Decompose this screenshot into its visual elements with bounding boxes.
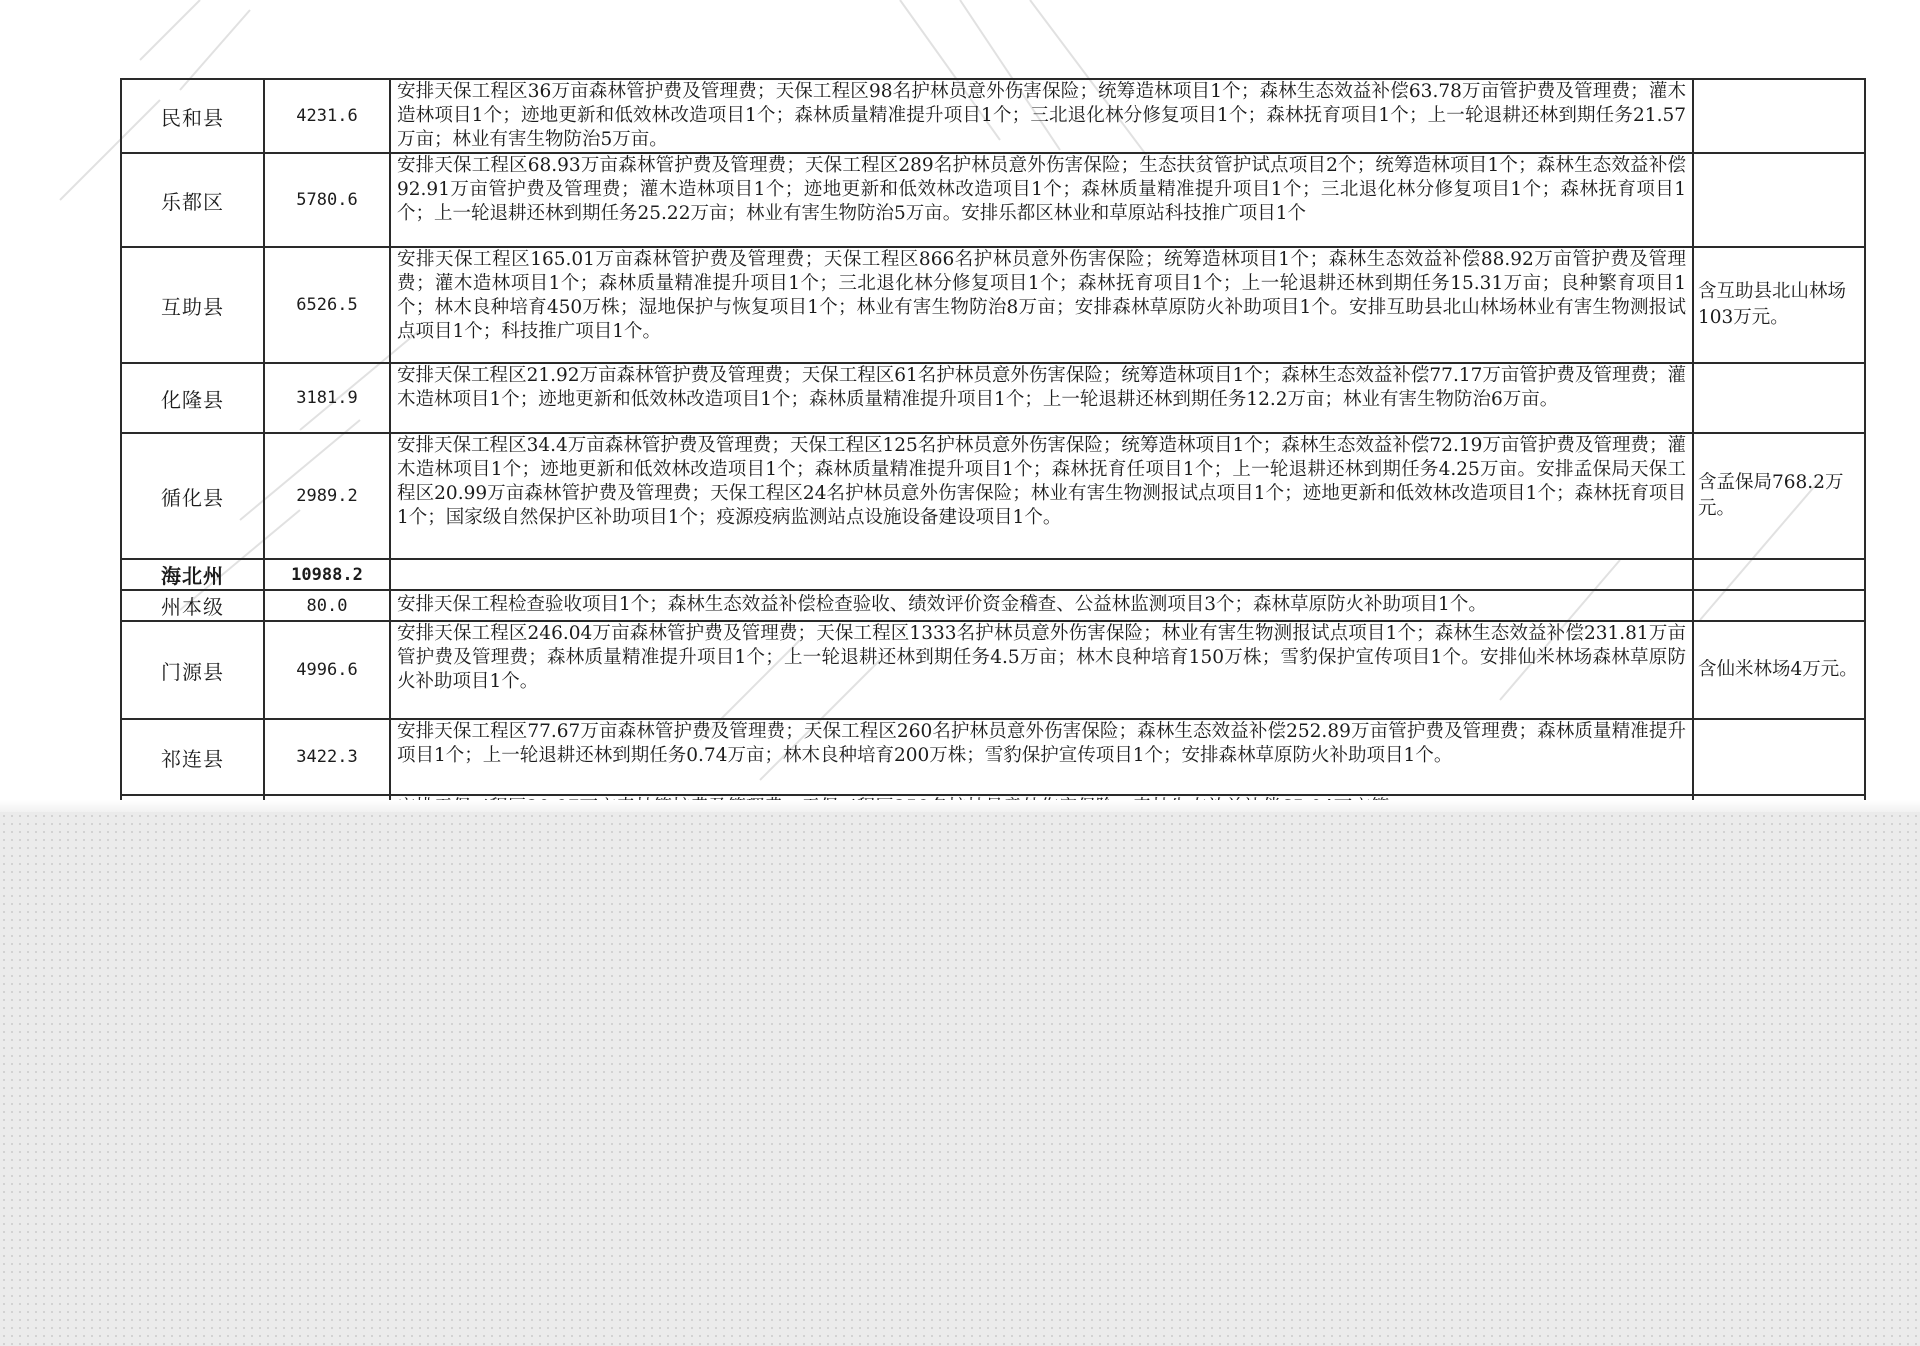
project-description-text: 安排天保工程区165.01万亩森林管护费及管理费；天保工程区866名护林员意外伤害保险；统筹造林项目1个；森林生态效益补偿88.92万亩管护费及管理费；灌木造林项目1个；森林质量精准提升项目1个；三北退化林分修复项目1个；森林抚育项目1个；上一轮退耕还林到期任务15.31万亩；良种繁育项目1个；林木良种培育450万株；湿地保护与恢复项目1个；林业有害生物防治8万亩；安排森林草原防火补助项目1个。安排互助县北山林场林业有害生物测报试点项目1个；科技推广项目1个。 — [397, 249, 1686, 342]
table-row — [121, 621, 1865, 719]
county-name: 祁连县 — [121, 719, 264, 795]
remark: 含仙米林场4万元。 — [1693, 621, 1865, 719]
project-description — [390, 621, 1693, 719]
table-row — [121, 363, 1865, 433]
prefecture-name: 海北州 — [121, 559, 264, 590]
remark — [1693, 363, 1865, 433]
table-row — [121, 719, 1865, 795]
project-description-text: 安排天保工程检查验收项目1个；森林生态效益补偿检查验收、绩效评价资金稽查、公益林监测项目3个；森林草原防火补助项目1个。 — [397, 593, 1487, 615]
project-description-text: 安排天保工程区36万亩森林管护费及管理费；天保工程区98名护林员意外伤害保险；统筹造林项目1个；森林生态效益补偿63.78万亩管护费及管理费；灌木造林项目1个；迹地更新和低效林改造项目1个；森林质量精准提升项目1个；三北退化林分修复项目1个；森林抚育项目1个；上一轮退耕还林到期任务21.57万亩；林业有害生物防治5万亩。 — [397, 81, 1686, 150]
viewer-background — [0, 812, 1920, 1346]
amount-value: 3422.3 — [264, 719, 390, 795]
county-name: 民和县 — [121, 79, 264, 153]
project-description — [390, 153, 1693, 247]
remark: 含孟保局768.2万元。 — [1693, 433, 1865, 559]
page-edge — [0, 800, 1920, 812]
project-description — [390, 590, 1693, 621]
project-description-text: 安排天保工程区77.67万亩森林管护费及管理费；天保工程区260名护林员意外伤害保险；森林生态效益补偿252.89万亩管护费及管理费；森林质量精准提升项目1个；上一轮退耕还林到期任务0.74万亩；林木良种培育200万株；雪豹保护宣传项目1个；安排森林草原防火补助项目1个。 — [397, 721, 1686, 766]
amount-value: 4996.6 — [264, 621, 390, 719]
project-description — [390, 363, 1693, 433]
remark — [1693, 590, 1865, 621]
project-description-text: 安排天保工程区34.4万亩森林管护费及管理费；天保工程区125名护林员意外伤害保险；统筹造林项目1个；森林生态效益补偿72.19万亩管护费及管理费；灌木造林项目1个；迹地更新和低效林改造项目1个；森林质量精准提升项目1个；森林抚育任项目1个；上一轮退耕还林到期任务4.25万亩。安排孟保局天保工程区20.99万亩森林管护费及管理费；天保工程区24名护林员意外伤害保险；林业有害生物测报试点项目1个；迹地更新和低效林改造项目1个；森林抚育项目1个；国家级自然保护区补助项目1个；疫源疫病监测站点设施设备建设项目1个。 — [397, 435, 1686, 528]
prefecture-amount: 10988.2 — [264, 559, 390, 590]
project-description — [390, 559, 1693, 590]
amount-value: 3181.9 — [264, 363, 390, 433]
amount-value: 80.0 — [264, 590, 390, 621]
county-name: 门源县 — [121, 621, 264, 719]
county-name: 化隆县 — [121, 363, 264, 433]
table-row — [121, 79, 1865, 153]
table-row — [121, 247, 1865, 363]
county-name: 互助县 — [121, 247, 264, 363]
amount-value: 2989.2 — [264, 433, 390, 559]
table-row — [121, 590, 1865, 621]
remark: 含互助县北山林场103万元。 — [1693, 247, 1865, 363]
county-name: 循化县 — [121, 433, 264, 559]
remark — [1693, 719, 1865, 795]
project-description — [390, 247, 1693, 363]
amount-value: 5780.6 — [264, 153, 390, 247]
amount-value: 4231.6 — [264, 79, 390, 153]
project-description-text: 安排天保工程区21.92万亩森林管护费及管理费；天保工程区61名护林员意外伤害保险；统筹造林项目1个；森林生态效益补偿77.17万亩管护费及管理费；灌木造林项目1个；迹地更新和低效林改造项目1个；森林质量精准提升项目1个；上一轮退耕还林到期任务12.2万亩；林业有害生物防治6万亩。 — [397, 365, 1686, 410]
project-description — [390, 433, 1693, 559]
project-description — [390, 719, 1693, 795]
remark — [1693, 79, 1865, 153]
project-description-text: 安排天保工程区68.93万亩森林管护费及管理费；天保工程区289名护林员意外伤害保险；生态扶贫管护试点项目2个；统筹造林项目1个；森林生态效益补偿92.91万亩管护费及管理费；灌木造林项目1个；迹地更新和低效林改造项目1个；森林质量精准提升项目1个；三北退化林分修复项目1个；森林抚育项目1个；上一轮退耕还林到期任务25.22万亩；林业有害生物防治5万亩。安排乐都区林业和草原站科技推广项目1个 — [397, 155, 1686, 224]
table-row — [121, 153, 1865, 247]
table-row — [121, 433, 1865, 559]
budget-allocation-table — [120, 78, 1866, 876]
remark — [1693, 559, 1865, 590]
county-name: 州本级 — [121, 590, 264, 621]
county-name: 乐都区 — [121, 153, 264, 247]
remark — [1693, 153, 1865, 247]
project-description-text: 安排天保工程区246.04万亩森林管护费及管理费；天保工程区1333名护林员意外伤害保险；林业有害生物测报试点项目1个；森林生态效益补偿231.81万亩管护费及管理费；森林质量精准提升项目1个；上一轮退耕还林到期任务4.5万亩；林木良种培育150万株；雪豹保护宣传项目1个。安排仙米林场森林草原防火补助项目1个。 — [397, 623, 1686, 692]
table-row — [121, 559, 1865, 590]
amount-value: 6526.5 — [264, 247, 390, 363]
project-description — [390, 79, 1693, 153]
